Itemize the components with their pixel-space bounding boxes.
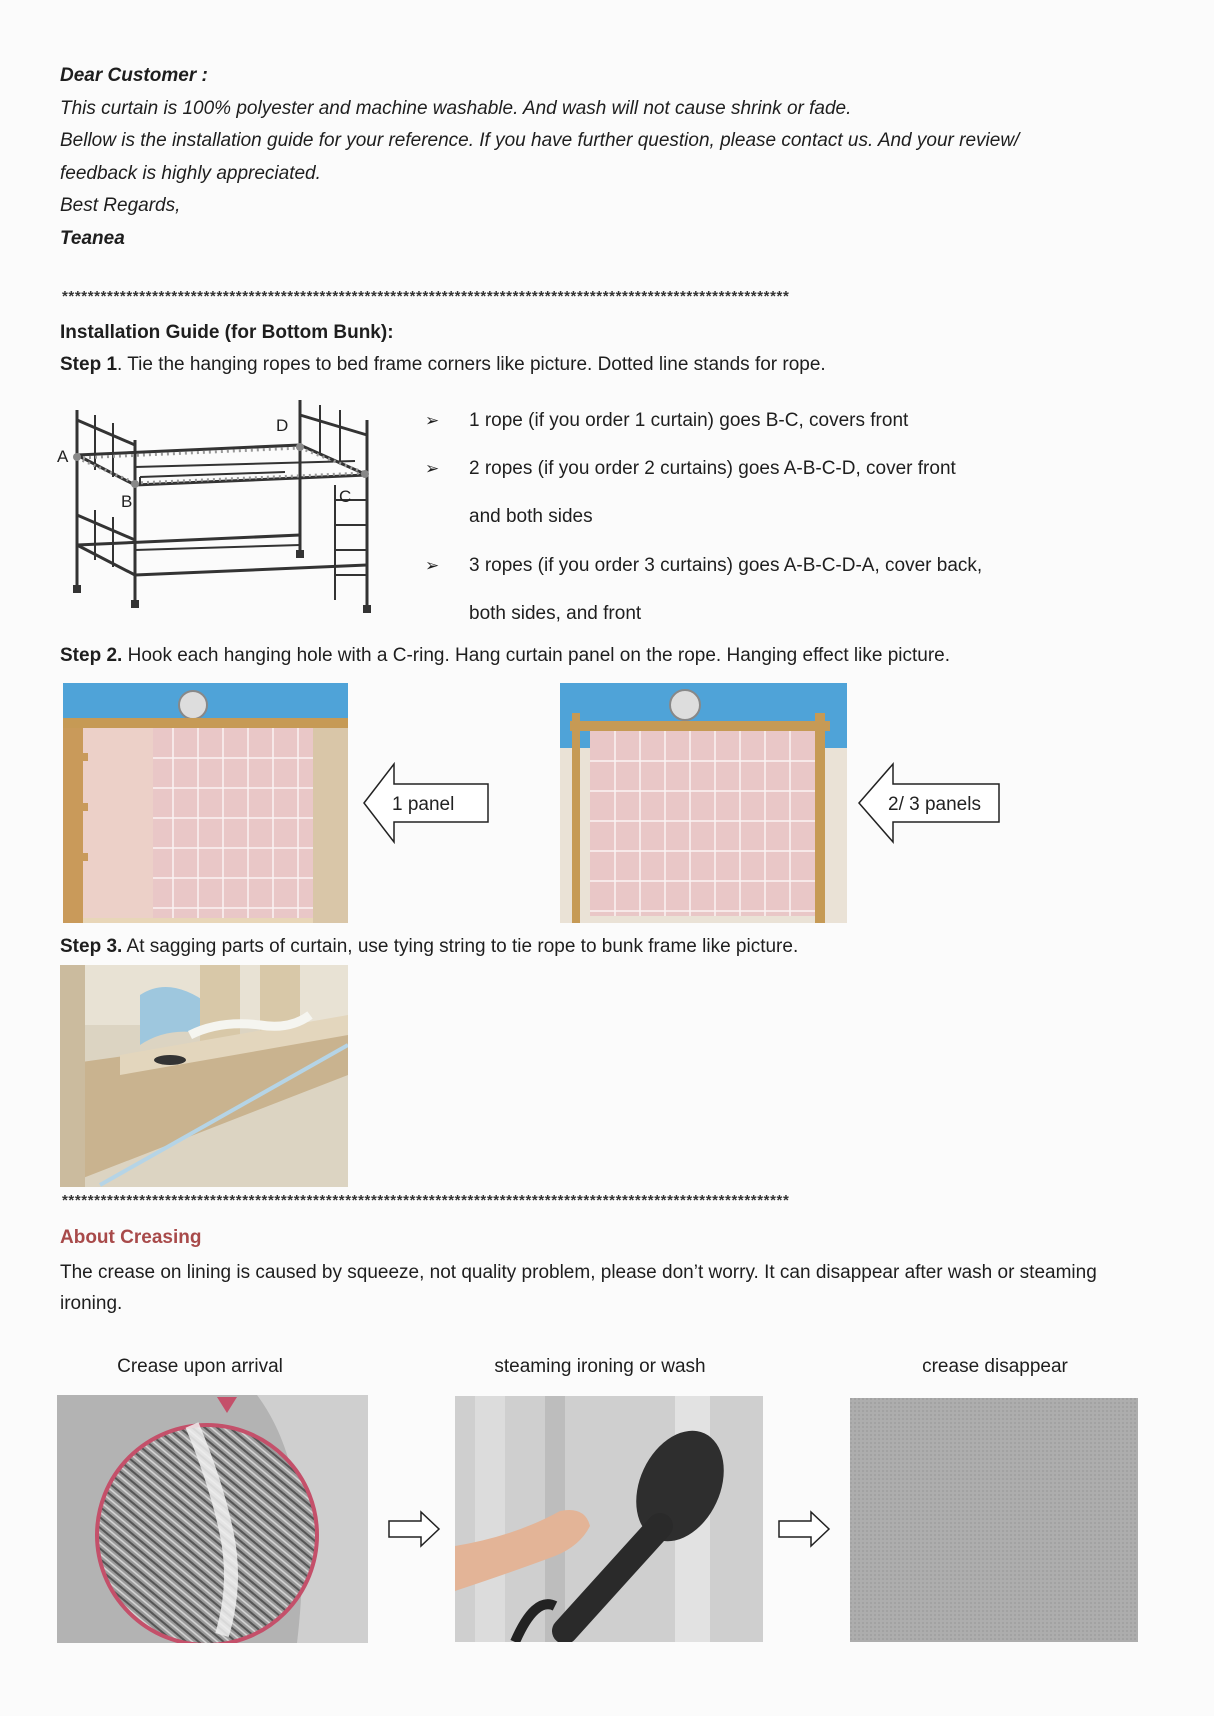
creasing-title: About Creasing [60,1227,202,1248]
bullet-3-line-1: 3 ropes (if you order 3 curtains) goes A-B-C-D-A, cover back, [469,555,983,576]
process-arrow-icon [387,1510,441,1548]
steaming-photo [455,1396,763,1642]
corner-label-c: C [339,487,352,506]
multi-panel-curtain-photo [560,683,847,923]
creasing-line-2: ironing. [60,1293,123,1314]
letter-greeting: Dear Customer : [60,65,208,86]
step1-description: . Tie the hanging ropes to bed frame corners like picture. Dotted line stands for rope. [117,354,826,375]
bullet-3-line-2: both sides, and front [469,603,642,624]
creasing-line-1: The crease on lining is caused by squeeze, not quality problem, please don’t worry. It can disappear after wash or steaming [60,1262,1097,1283]
crease-disappear-label: crease disappear [922,1356,1068,1377]
letter-line-1: This curtain is 100% polyester and machine washable. And wash will not cause shrink or fade. [60,97,852,119]
crease-arrival-photo [57,1395,368,1643]
step3-description: At sagging parts of curtain, use tying string to tie rope to bunk frame like picture. [122,936,799,957]
step1-text [60,354,826,376]
rope-tie-photo [60,965,348,1187]
one-panel-arrow [362,762,490,844]
arrowhead-bullet-icon: ➢ [425,556,440,575]
customer-letter [60,60,1019,255]
one-panel-curtain-photo [63,683,348,923]
letter-line-3: feedback is highly appreciated. [60,162,321,184]
arrowhead-bullet-icon: ➢ [425,459,440,478]
arrowhead-bullet-icon: ➢ [425,411,440,430]
bunk-bed-diagram [55,395,385,615]
bullet-1-line-1: 1 rope (if you order 1 curtain) goes B-C, covers front [469,410,909,431]
separator-top: ***************************************************************************************************************** [62,288,790,305]
step1-label: Step 1 [60,354,118,375]
crease-disappear-photo [850,1398,1138,1642]
bullet-1 [425,410,908,432]
one-panel-label: 1 panel [392,794,455,815]
step2-label: Step 2. [60,645,123,666]
multi-panel-arrow [857,762,1001,844]
step3-label: Step 3. [60,936,123,957]
crease-arrival-label: Crease upon arrival [117,1356,283,1377]
step2-description: Hook each hanging hole with a C-ring. Hang curtain panel on the rope. Hanging effect like picture. [122,645,951,666]
letter-line-2: Bellow is the installation guide for your reference. If you have further question, please contact us. And your review/ [60,130,1020,151]
letter-closing: Best Regards, [60,195,181,216]
guide-title: Installation Guide (for Bottom Bunk): [60,322,394,343]
step3-text [60,936,798,958]
process-arrow-icon [777,1510,831,1548]
bullet-2-line-1: 2 ropes (if you order 2 curtains) goes A-B-C-D, cover front [469,458,956,479]
corner-label-b: B [121,492,133,511]
corner-label-a: A [57,447,69,466]
bullet-3 [425,555,982,577]
step2-text [60,645,950,667]
corner-label-d: D [276,416,289,435]
multi-panel-label: 2/ 3 panels [888,794,981,815]
separator-bottom: ***************************************************************************************************************** [62,1192,790,1209]
bullet-2 [425,458,956,480]
letter-signature: Teanea [60,227,125,249]
bullet-2-line-2: and both sides [469,506,593,527]
steaming-label: steaming ironing or wash [494,1356,706,1377]
